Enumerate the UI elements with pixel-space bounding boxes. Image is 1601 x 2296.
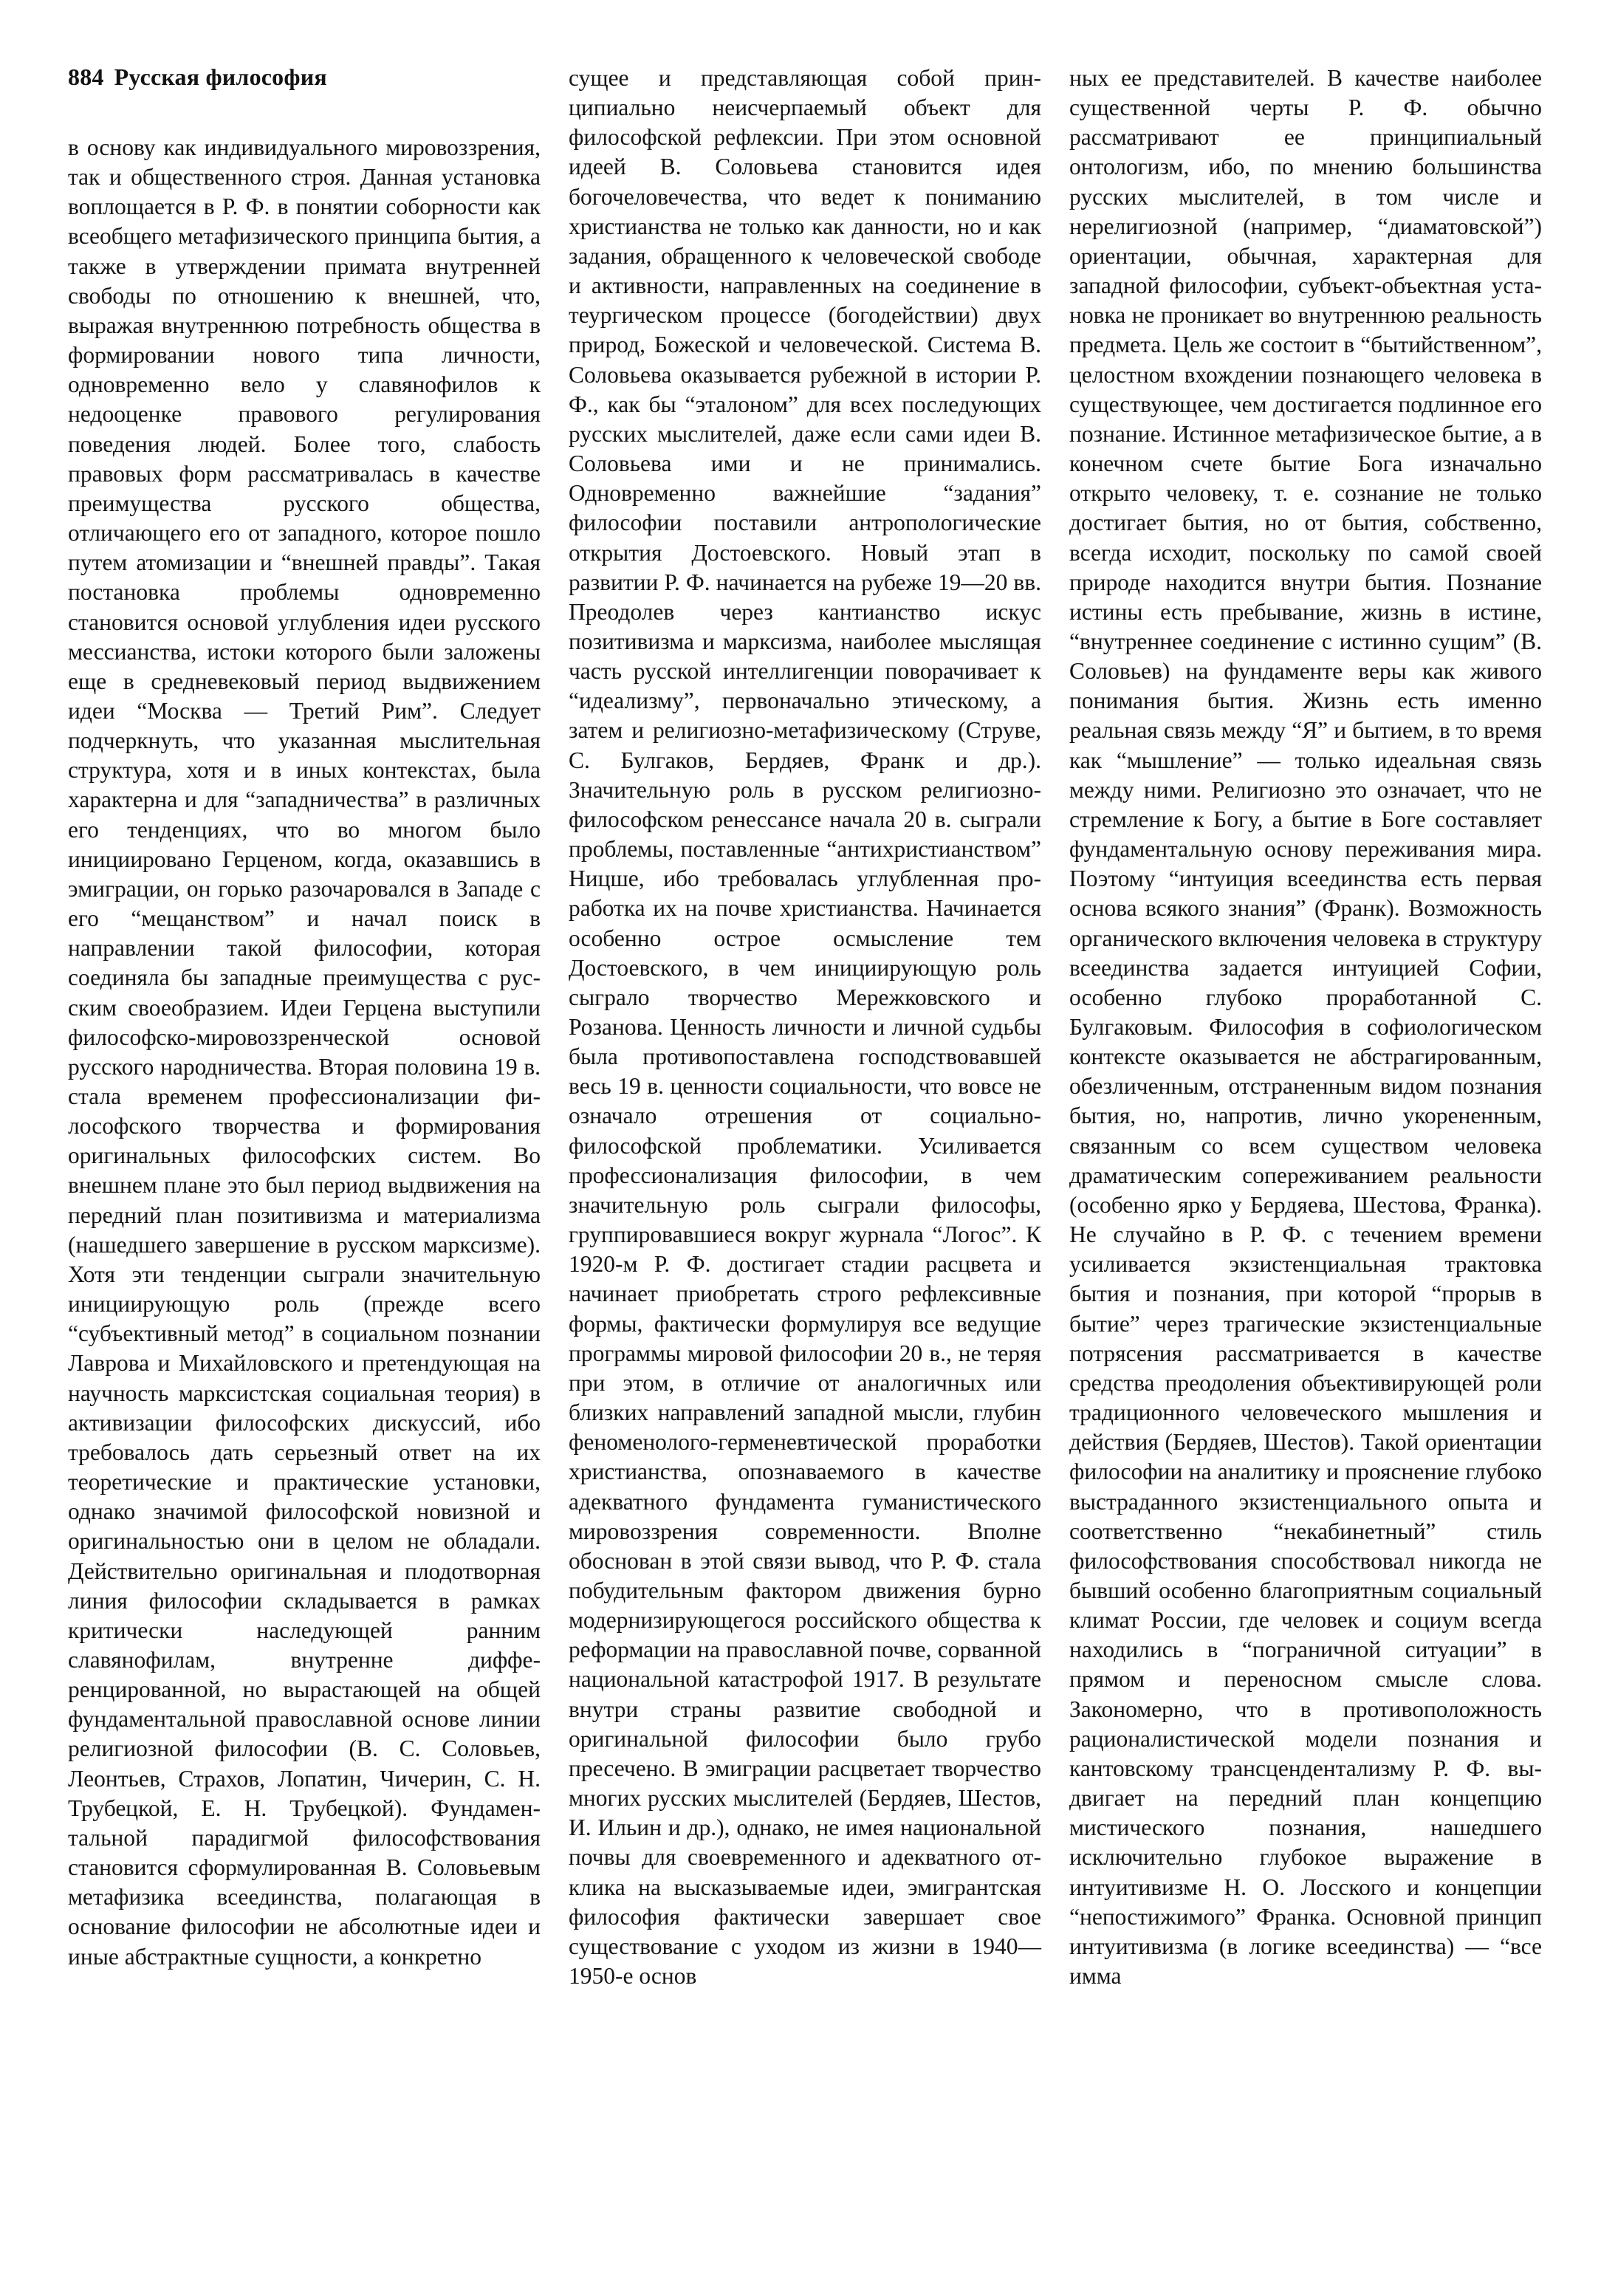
text-column-2 xyxy=(569,64,1041,1991)
running-title: Русская философия xyxy=(114,64,327,90)
running-header xyxy=(68,64,327,91)
text-column-1 xyxy=(68,133,541,1972)
column-2-text: сущее и представляющая собой принципиально неисчерпаемый объект для философской рефлексии. При этом основной идеей В. Соловьева становится идея богочеловечества, что ведет к пониманию христианства не только как данности, но и как задания, обращенного к человеческой свободе и активности, направленных на соединение в теургическом процессе (богодействии) двух природ, Божеской и человеческой. Система В. Соловьева оказывается рубежной в истории Р. Ф., как бы “эталоном” для всех последующих русских мыслителей, даже если сами идеи В. Соловьева ими и не принимались. Одновременно важнейшие “задания” философии поставили антропологические открытия Достоевского. Новый этап в развитии Р. Ф. начинается на рубеже 19—20 вв. Преодолев через кантианство искус позитивизма и марксизма, наиболее мыслящая часть русской интеллигенции поворачивает к “идеализму”, первоначально этическому, а затем и религиозно-метафизическому (Струве, С. Булгаков, Бердяев, Франк и др.). Значительную роль в русском религиозно-философском ренессансе начала 20 в. сыграли проблемы, поставленные “антихристианством” Ницше, ибо требовалась углубленная проработка их на почве христианства. Начинается особенно острое осмысление тем Достоевского, в чем инициирующую роль сыграло творчество Мережковского и Розанова. Ценность личности и личной судьбы была противопоставлена господствовавшей весь 19 в. ценности социальности, что вовсе не означало отрешения от социально-философской проблематики. Усиливается профессионализация философии, в чем значительную роль сыграли философы, группировавшиеся вокруг журнала “Логос”. К 1920-м Р. Ф. достигает стадии расцвета и начинает приобретать строго рефлексивные формы, фактически формулируя все ведущие программы мировой философии 20 в., не теряя при этом, в отличие от аналогичных или близких направлений западной мысли, глубин феноменолого-герменевтической проработки христианства, опознаваемого в качестве адекватного фундамента гуманистического мировоззрения современности. Вполне обоснован в этой связи вывод, что Р. Ф. стала побудительным фактором движения бурно модернизирующегося российского общества к реформации на православной почве, сорванной национальной катастрофой 1917. В результате внутри страны развитие свободной и оригинальной философии было грубо пресечено. В эмиграции расцветает творчество многих русских мыслителей (Бердяев, Шестов, И. Ильин и др.), однако, не имея национальной почвы для своевременного и адекватного отклика на высказываемые идеи, эмигрантская философия фактически завершает свое существование с уходом из жизни в 1940—1950-е основ xyxy=(569,65,1041,1989)
column-1-text: в основу как индивидуального мировоззрения, так и общественного строя. Данная установка воплощается в Р. Ф. в понятии соборности как всеобщего метафизического принципа бытия, а также в утверждении примата внутренней свободы по отношению к внешней, что, выражая внутреннюю потребность общества в формировании нового типа личности, одновременно вело у славянофилов к недооценке правового регулирования поведения людей. Более того, слабость правовых форм рассматривалась в качестве преимущества русского общества, отличающего его от западного, которое пошло путем атомизации и “внешней правды”. Такая постановка проблемы одновременно становится основой углубления идеи русского мессианства, истоки которого были заложены еще в средневековый период выдвижением идеи “Москва — Третий Рим”. Следует подчеркнуть, что указанная мыслительная структура, хотя и в иных контекстах, была характерна и для “западничества” в различных его тенденциях, что во многом было инициировано Герценом, когда, оказавшись в эмиграции, он горько разочаровался в Западе с его “мещанством” и начал поиск в направлении такой философии, которая соединяла бы западные преимущества с русским своеобразием. Идеи Герцена выступили философско-мировоззренческой основой русского народничества. Вторая половина 19 в. стала временем профессионализации философского творчества и формирования оригинальных философских систем. Во внешнем плане это был период выдвижения на передний план позитивизма и материализма (нашедшего завершение в русском марксизме). Хотя эти тенденции сыграли значительную инициирующую роль (прежде всего “субъективный метод” в социальном познании Лаврова и Михайловского и претендующая на научность марксистская социальная теория) в активизации философских дискуссий, ибо требовалось дать серьезный ответ на их теоретические и практические установки, однако значимой философской новизной и оригинальностью они в целом не обладали. Действительно оригинальная и плодотворная линия философии складывается в рамках критически наследующей ранним славянофилам, внутренне дифференцированной, но вырастающей на общей фундаментальной православной основе линии религиозной философии (В. С. Соловьев, Леонтьев, Страхов, Лопатин, Чичерин, С. Н. Трубецкой, Е. Н. Трубецкой). Фундаментальной парадигмой философствования становится сформулированная В. Соловьевым метафизика всеединства, полагающая в основание философии не абсолютные идеи и иные абстрактные сущности, а конкретно xyxy=(68,134,541,1970)
text-column-3 xyxy=(1069,64,1542,1991)
column-3-text: ных ее представителей. В качестве наиболее существенной черты Р. Ф. обычно рассматривают ее принципиальный онтологизм, ибо, по мнению большинства русских мыслителей, в том числе и нерелигиозной (например, “диаматовской”) ориентации, обычная, характерная для западной философии, субъект-объектная установка не проникает во внутреннюю реальность предмета. Цель же состоит в “бытийственном”, целостном вхождении познающего человека в существующее, чем достигается подлинное его познание. Истинное метафизическое бытие, а в конечном счете бытие Бога изначально открыто человеку, т. е. сознание не только достигает бытия, но от бытия, собственно, всегда исходит, поскольку по самой своей природе находится внутри бытия. Познание истины есть пребывание, жизнь в истине, “внутреннее соединение с истинно сущим” (В. Соловьев) на фундаменте веры как живого понимания бытия. Жизнь есть именно реальная связь между “Я” и бытием, в то время как “мышление” — только идеальная связь между ними. Религиозно это означает, что не стремление к Богу, а бытие в Боге составляет фундаментальную основу переживания мира. Поэтому “интуиция всеединства есть первая основа всякого знания” (Франк). Возможность органического включения человека в структуру всеединства задается интуицией Софии, особенно глубоко проработанной С. Булгаковым. Философия в софиологическом контексте оказывается не абстрагированным, обезличенным, отстраненным видом познания бытия, но, напротив, лично укорененным, связанным со всем существом человека драматическим сопереживанием реальности (особенно ярко у Бердяева, Шестова, Франка). Не случайно в Р. Ф. с течением времени усиливается экзистенциальная трактовка бытия и познания, при которой “прорыв в бытие” через трагические экзистенциальные потрясения рассматривается в качестве средства преодоления объективирующей роли традиционного человеческого мышления и действия (Бердяев, Шестов). Такой ориентации философии на аналитику и прояснение глубоко выстраданного экзистенциального опыта и соответственно “некабинетный” стиль философствования способствовал никогда не бывший особенно благоприятным социальный климат России, где человек и социум всегда находились в “пограничной ситуации” в прямом и переносном смысле слова. Закономерно, что в противоположность рационалистической модели познания и кантовскому трансцендентализму Р. Ф. выдвигает на передний план концепцию мистического познания, нашедшего исключительно глубокое выражение в интуитивизме Н. О. Лосского и концепции “непостижимого” Франка. Основной принцип интуитивизма (в логике всеединства) — “все имма xyxy=(1069,65,1542,1989)
page-number: 884 xyxy=(68,64,104,90)
